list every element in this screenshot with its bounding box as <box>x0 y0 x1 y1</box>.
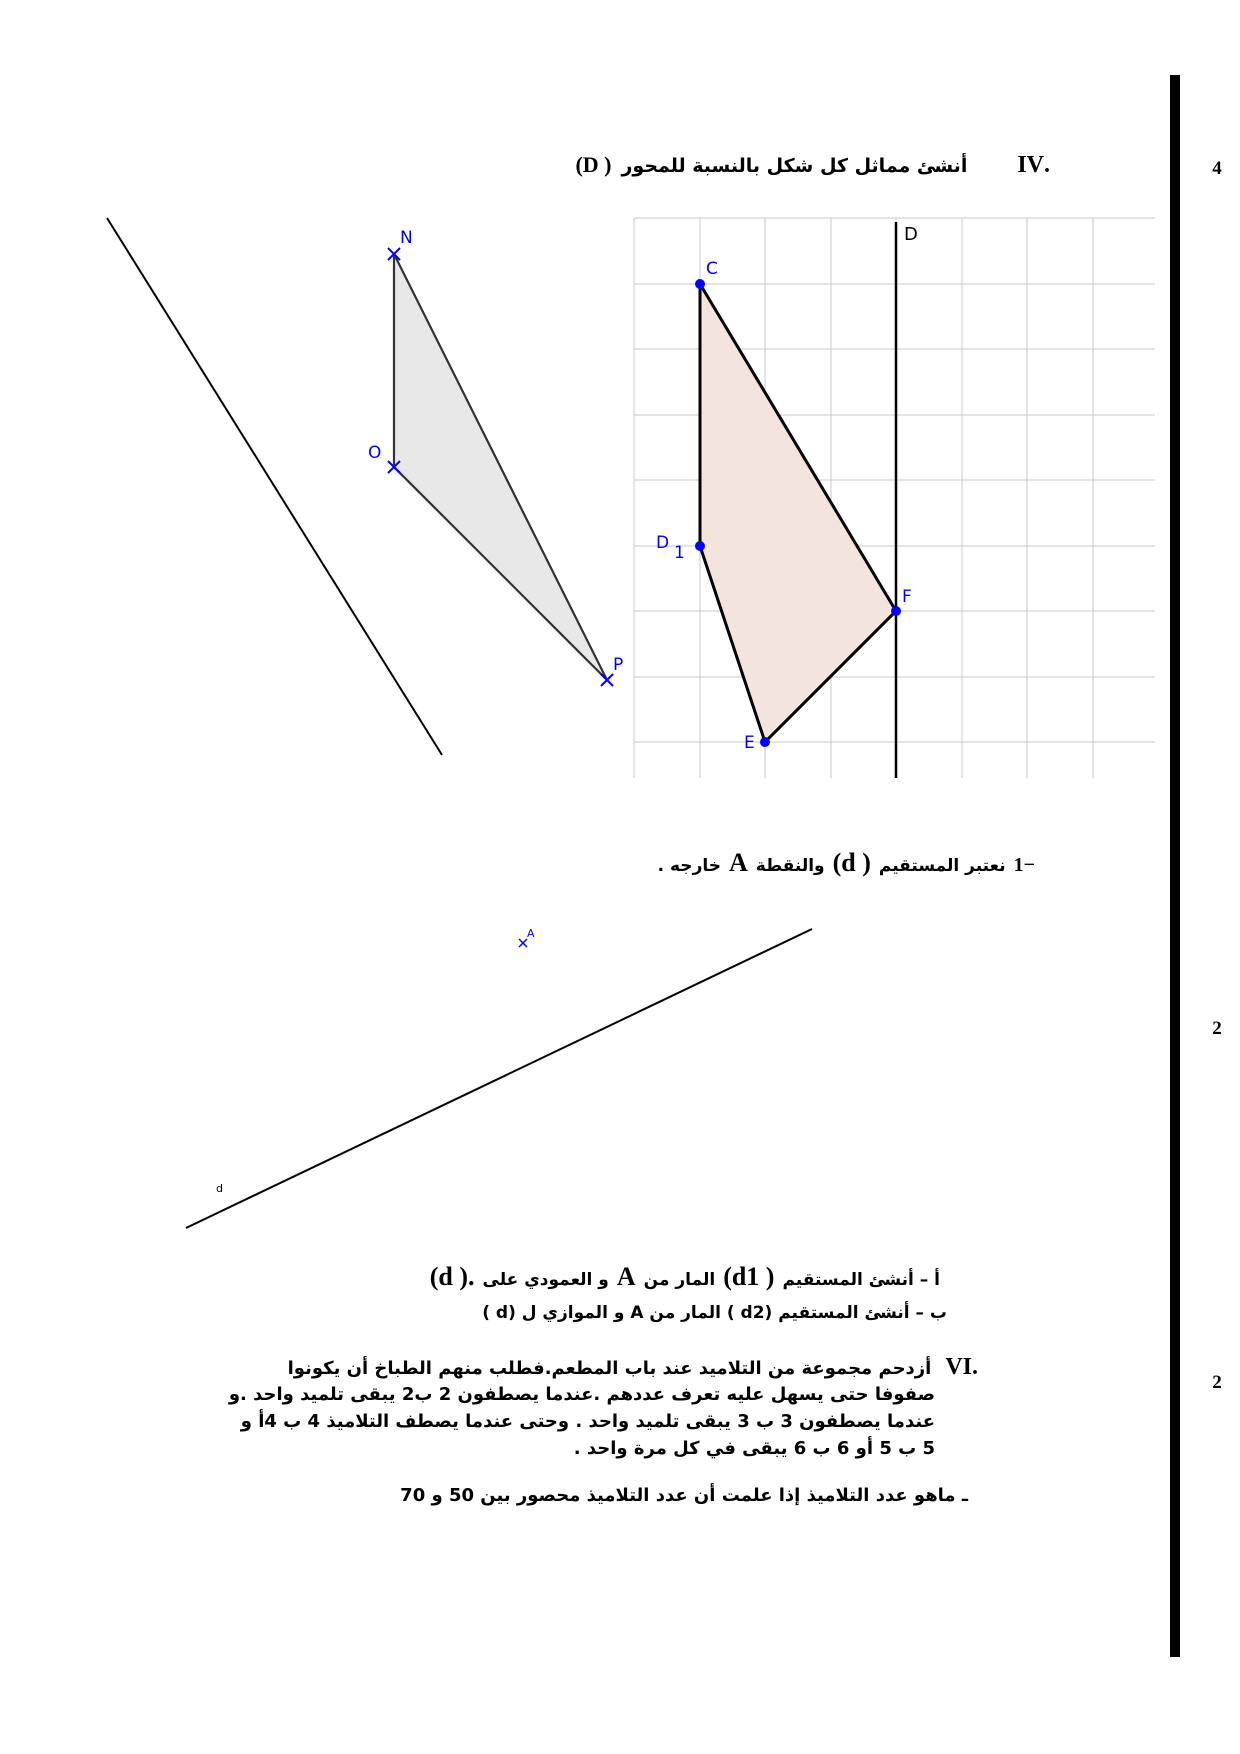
exercise-1-text-c: خارجه . <box>657 856 721 876</box>
part-a-ref: (d ). <box>429 1262 475 1291</box>
exercise-1-number: 1− <box>1013 854 1035 876</box>
label-c: C <box>706 259 718 279</box>
section-iv-number: .IV <box>1017 152 1050 178</box>
exercise-1-point: A <box>729 848 748 877</box>
label-d-subscript: 1 <box>674 543 685 563</box>
section-vi <box>218 1354 978 1462</box>
label-f: F <box>902 587 912 607</box>
label-e: E <box>744 733 755 753</box>
section-iv-instruction: أنشئ مماثل كل شكل بالنسبة للمحور <box>621 155 968 177</box>
label-d-line: d <box>216 1182 223 1195</box>
exercise-1-text-b: والنقطة <box>755 856 825 876</box>
section-vi-line-4: 5 ب 5 أو 6 ب 6 يبقى في كل مرة واحد . <box>573 1438 935 1459</box>
section-vi-line-1: أزدحم مجموعة من التلاميد عند باب المطعم.فطلب منهم الطباخ أن يكونوا <box>287 1358 932 1379</box>
part-b-text: ب – أنشئ المستقيم (d2 ) المار من A و الموازي ل (d ) <box>482 1303 947 1323</box>
part-a-text-c: و العمودي على <box>482 1270 609 1290</box>
part-a <box>430 1262 940 1292</box>
part-b <box>482 1303 947 1323</box>
section-vi-line-3: عندما يصطفون 3 ب 3 يبقى تلميد واحد . وحتى عندما يصطف التلاميذ 4 ب 4أ و <box>240 1411 935 1432</box>
label-p: P <box>613 655 624 675</box>
part-a-prefix: أ – أنشئ المستقيم <box>782 1270 940 1290</box>
section-vi-question: ـ ماهو عدد التلاميذ إذا علمت أن عدد التلاميذ محصور بين 50 و 70 <box>400 1485 968 1506</box>
label-axis-d: D <box>904 224 918 245</box>
label-d: D <box>656 533 670 553</box>
line-d <box>186 929 812 1228</box>
mark-section-iv: 4 <box>1212 158 1222 179</box>
section-iv-axis: (D ) <box>575 152 612 177</box>
label-a: A <box>527 927 535 940</box>
label-o: O <box>368 443 382 463</box>
part-a-text-b: المار من <box>643 1270 716 1290</box>
cross-a <box>519 939 527 947</box>
section-vi-line-2: صفوفا حتى يسهل عليه تعرف عددهم .عندما يصطفون 2 ب2 يبقى تلميد واحد .و <box>228 1384 935 1405</box>
exercise-1-line-name: (d ) <box>832 848 871 877</box>
mark-section-vi: 2 <box>1212 1372 1222 1393</box>
part-a-line: (d1 ) <box>723 1262 775 1291</box>
mark-exercise-1: 2 <box>1212 1018 1222 1039</box>
label-n: N <box>400 228 413 248</box>
part-a-point: A <box>616 1262 636 1291</box>
exercise-1-text-a: نعتبر المستقيم <box>878 856 1006 876</box>
section-vi-number: .VI <box>945 1354 978 1380</box>
